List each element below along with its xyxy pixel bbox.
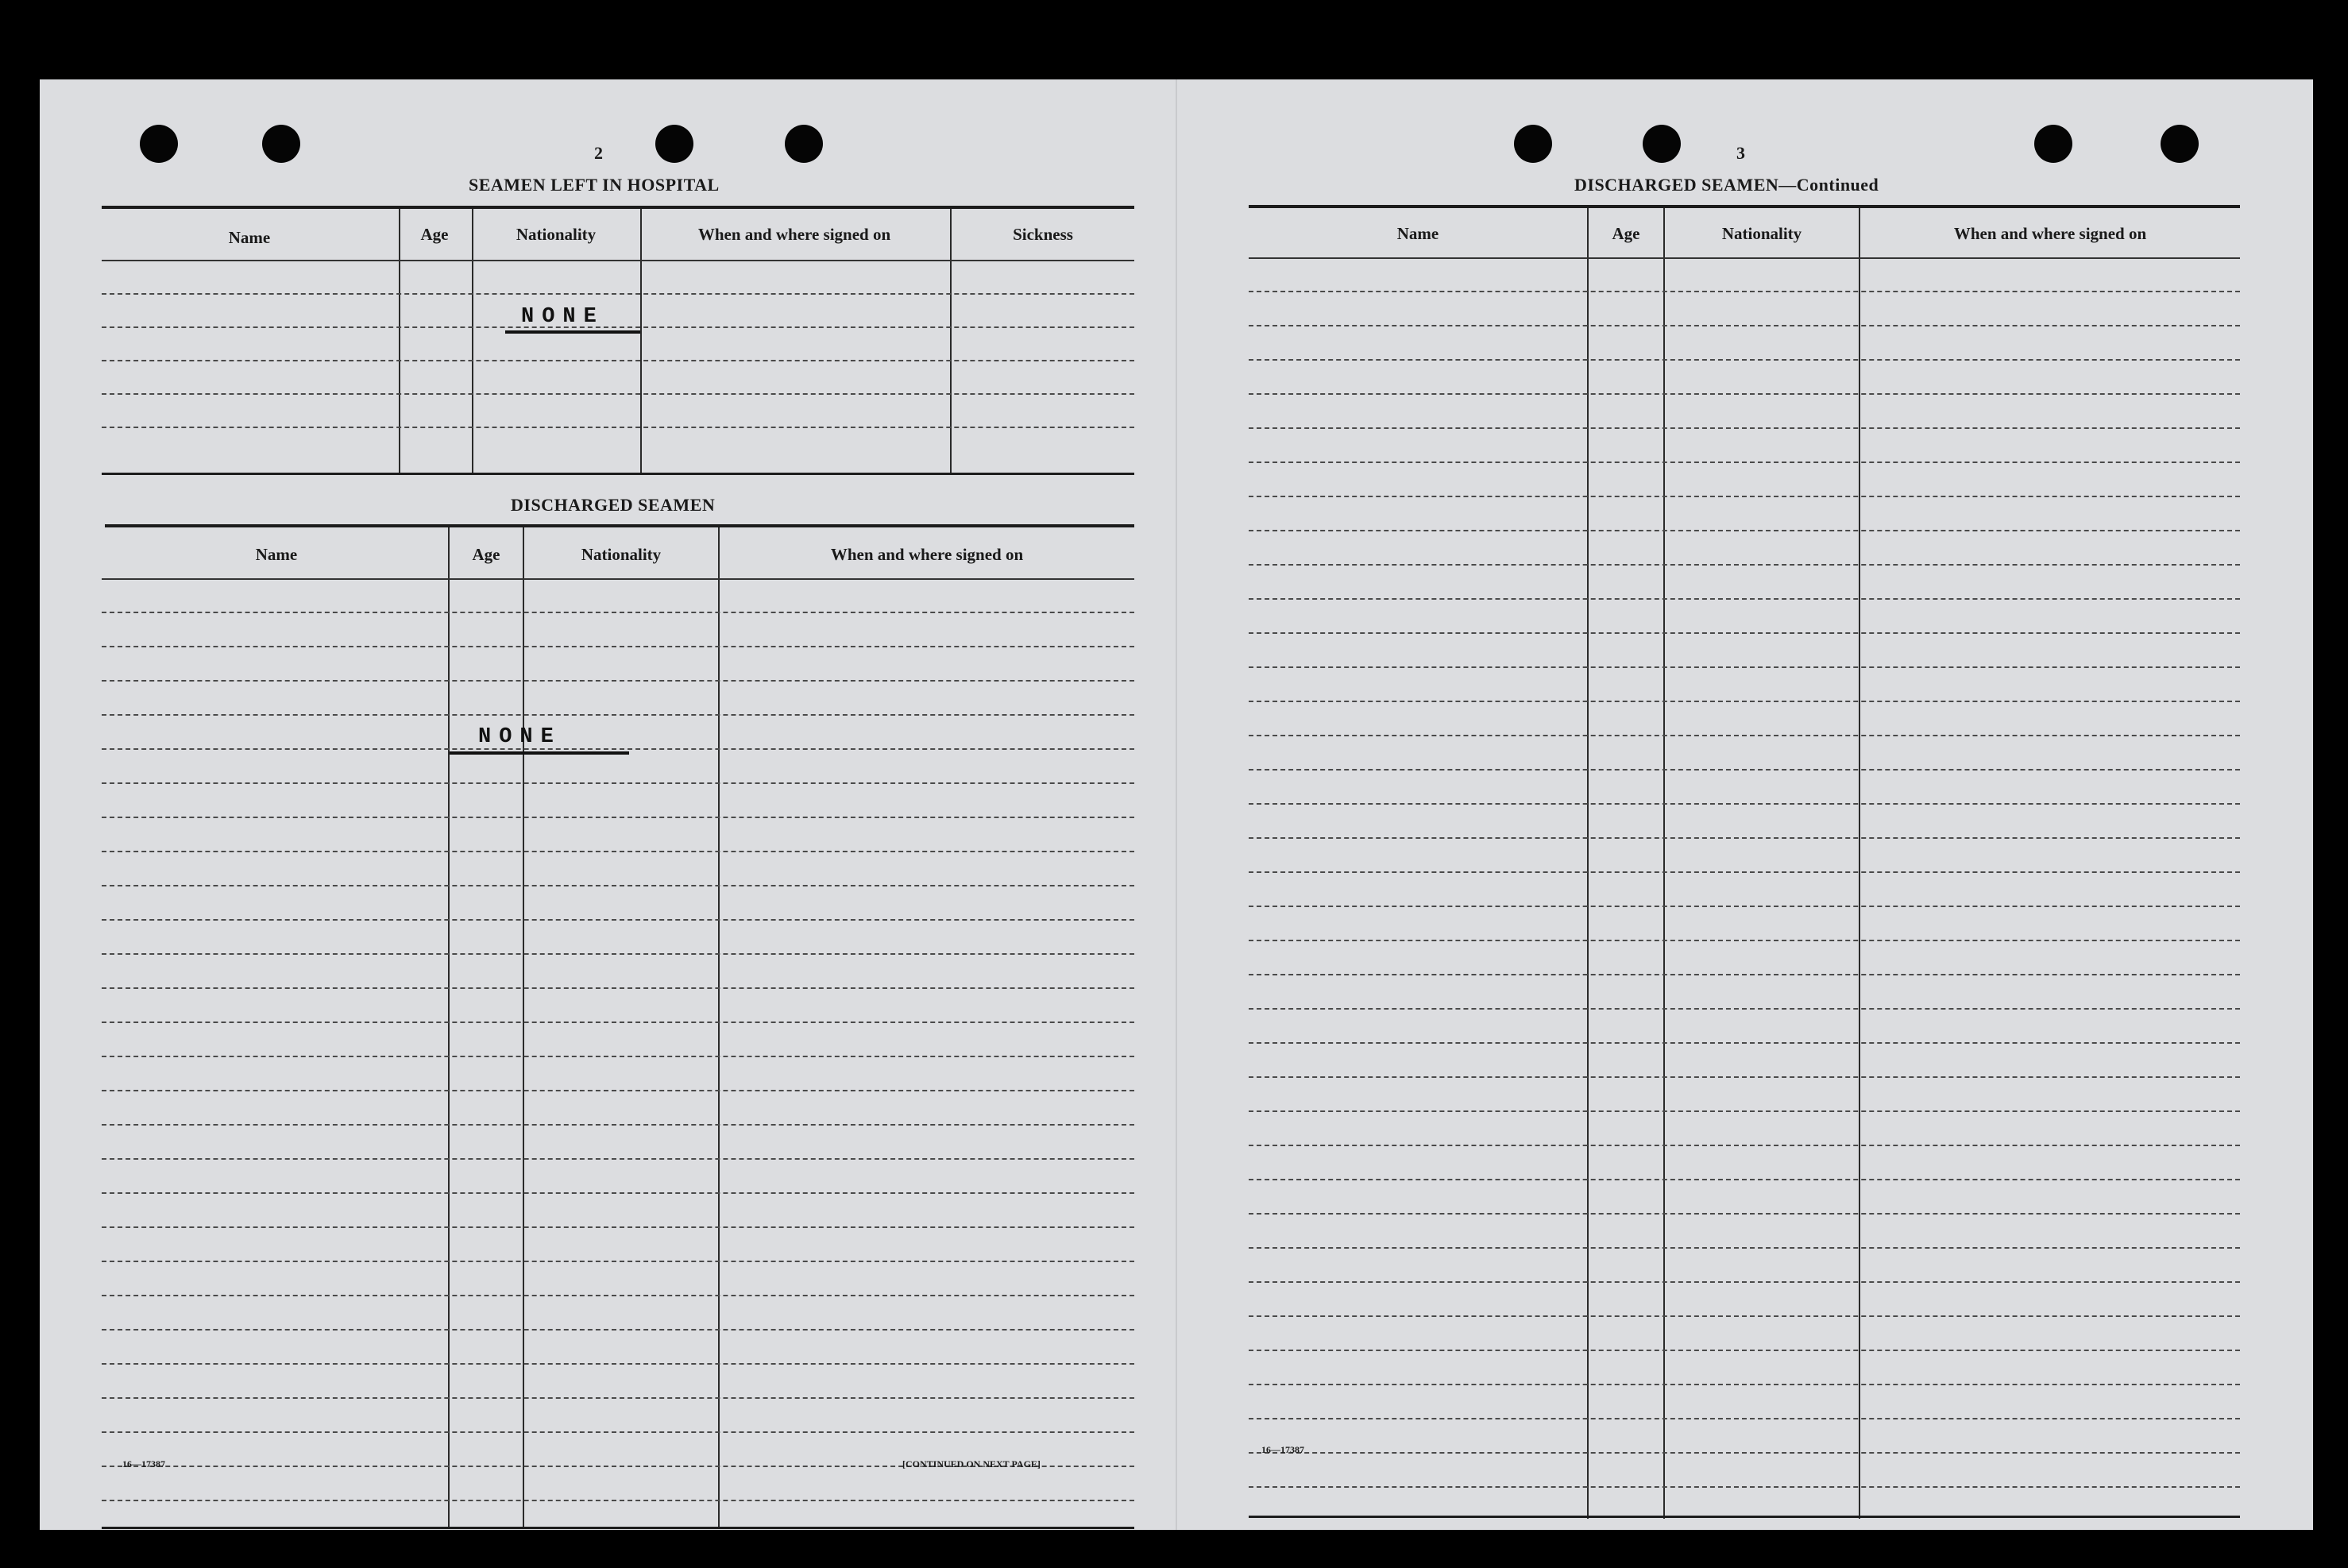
typed-entry-none: NONE bbox=[478, 725, 562, 749]
column-divider bbox=[523, 527, 524, 1528]
page-number: 2 bbox=[594, 143, 603, 163]
row-rule bbox=[102, 919, 1134, 921]
row-rule bbox=[1249, 906, 2240, 907]
column-divider bbox=[1663, 208, 1665, 1519]
row-rule bbox=[1249, 1110, 2240, 1112]
row-rule bbox=[1249, 1076, 2240, 1078]
row-rule bbox=[102, 1397, 1134, 1399]
column-header-nationality: Nationality bbox=[516, 225, 597, 244]
row-rule bbox=[102, 1022, 1134, 1023]
column-divider bbox=[448, 527, 450, 1528]
punch-hole bbox=[785, 125, 823, 163]
column-header-nationality: Nationality bbox=[1721, 224, 1802, 243]
row-rule bbox=[102, 393, 1134, 395]
column-header-name: Name bbox=[1396, 224, 1439, 243]
row-rule bbox=[1249, 940, 2240, 941]
row-rule bbox=[102, 953, 1134, 955]
row-rule bbox=[102, 817, 1134, 818]
row-rule bbox=[102, 1090, 1134, 1091]
row-rule bbox=[102, 1056, 1134, 1057]
row-rule bbox=[1249, 632, 2240, 634]
row-rule bbox=[1249, 974, 2240, 975]
row-rule bbox=[1249, 1247, 2240, 1249]
form-number: 16—17387 bbox=[1261, 1444, 1304, 1455]
punch-hole bbox=[2161, 125, 2199, 163]
column-header-signed-on: When and where signed on bbox=[697, 225, 891, 244]
row-rule bbox=[102, 1329, 1134, 1330]
row-rule bbox=[1249, 1179, 2240, 1180]
row-rule bbox=[102, 748, 1134, 750]
row-rule bbox=[1249, 359, 2240, 361]
row-rule bbox=[102, 360, 1134, 361]
continued-note: [CONTINUED ON NEXT PAGE] bbox=[902, 1458, 1041, 1470]
row-rule bbox=[102, 1295, 1134, 1296]
row-rule bbox=[102, 1226, 1134, 1228]
row-rule bbox=[102, 782, 1134, 784]
row-rule bbox=[1249, 564, 2240, 566]
section-title-hospital: SEAMEN LEFT IN HOSPITAL bbox=[469, 175, 720, 195]
row-rule bbox=[1249, 496, 2240, 497]
column-header-age: Age bbox=[472, 545, 500, 564]
punch-hole bbox=[1643, 125, 1681, 163]
column-header-signed-on: When and where signed on bbox=[1953, 224, 2147, 243]
table-top-rule bbox=[1249, 205, 2240, 208]
row-rule bbox=[102, 885, 1134, 886]
table-top-rule bbox=[102, 206, 1134, 209]
row-rule bbox=[1249, 1042, 2240, 1044]
row-rule bbox=[1249, 1145, 2240, 1146]
row-rule bbox=[1249, 530, 2240, 531]
row-rule bbox=[1249, 701, 2240, 702]
row-rule bbox=[102, 326, 1134, 328]
column-header-age: Age bbox=[420, 225, 449, 244]
column-header-signed-on: When and where signed on bbox=[830, 545, 1024, 564]
row-rule bbox=[102, 1363, 1134, 1365]
row-rule bbox=[102, 680, 1134, 682]
column-divider bbox=[1859, 208, 1860, 1519]
row-rule bbox=[102, 987, 1134, 989]
column-header-name: Name bbox=[255, 545, 298, 564]
row-rule bbox=[1249, 1350, 2240, 1351]
row-rule bbox=[1249, 393, 2240, 395]
typed-underline bbox=[450, 751, 629, 755]
row-rule bbox=[102, 293, 1134, 295]
row-rule bbox=[102, 1158, 1134, 1160]
row-rule bbox=[102, 612, 1134, 613]
table-bottom-rule bbox=[102, 473, 1134, 475]
row-rule bbox=[1249, 1315, 2240, 1317]
table-bottom-rule bbox=[102, 1527, 1134, 1529]
page-number: 3 bbox=[1736, 143, 1745, 163]
row-rule bbox=[1249, 325, 2240, 326]
punch-hole bbox=[140, 125, 178, 163]
row-rule bbox=[1249, 291, 2240, 292]
typed-entry-none: NONE bbox=[521, 305, 604, 329]
table-bottom-rule bbox=[1249, 1516, 2240, 1518]
punch-hole bbox=[262, 125, 300, 163]
row-rule bbox=[102, 714, 1134, 716]
page-gutter bbox=[1176, 79, 1177, 1530]
row-rule bbox=[1249, 1213, 2240, 1215]
column-header-age: Age bbox=[1612, 224, 1640, 243]
row-rule bbox=[1249, 837, 2240, 839]
row-rule bbox=[1249, 598, 2240, 600]
row-rule bbox=[102, 1500, 1134, 1501]
row-rule bbox=[1249, 769, 2240, 770]
row-rule bbox=[1249, 735, 2240, 736]
section-title-discharged: DISCHARGED SEAMEN bbox=[511, 495, 716, 515]
table-top-rule bbox=[105, 524, 1134, 527]
row-rule bbox=[1249, 666, 2240, 668]
row-rule bbox=[1249, 1008, 2240, 1010]
row-rule bbox=[102, 1192, 1134, 1194]
column-divider bbox=[472, 209, 473, 474]
column-divider bbox=[718, 527, 720, 1528]
column-header-sickness: Sickness bbox=[1013, 225, 1073, 244]
row-rule bbox=[1249, 803, 2240, 805]
row-rule bbox=[102, 427, 1134, 428]
punch-hole bbox=[655, 125, 693, 163]
row-rule bbox=[1249, 1281, 2240, 1283]
row-rule bbox=[102, 578, 1134, 580]
row-rule bbox=[1249, 1452, 2240, 1454]
row-rule bbox=[1249, 1486, 2240, 1488]
column-divider bbox=[950, 209, 952, 474]
row-rule bbox=[1249, 1384, 2240, 1385]
punch-hole bbox=[2034, 125, 2072, 163]
row-rule bbox=[1249, 462, 2240, 463]
column-divider bbox=[640, 209, 642, 474]
row-rule bbox=[102, 1261, 1134, 1262]
row-rule bbox=[1249, 871, 2240, 873]
row-rule bbox=[102, 1431, 1134, 1433]
row-rule bbox=[102, 851, 1134, 852]
form-number: 16—17387 bbox=[122, 1458, 165, 1470]
row-rule bbox=[1249, 257, 2240, 259]
row-rule bbox=[1249, 427, 2240, 429]
row-rule bbox=[102, 646, 1134, 647]
document-sheet bbox=[40, 79, 2313, 1530]
row-rule bbox=[102, 1124, 1134, 1126]
punch-hole bbox=[1514, 125, 1552, 163]
row-rule bbox=[102, 260, 1134, 261]
column-divider bbox=[1587, 208, 1589, 1519]
typed-underline bbox=[505, 330, 640, 334]
column-divider bbox=[399, 209, 400, 474]
column-header-name: Name bbox=[228, 228, 271, 247]
column-header-nationality: Nationality bbox=[581, 545, 662, 564]
section-title-discharged-continued: DISCHARGED SEAMEN—Continued bbox=[1574, 175, 1879, 195]
row-rule bbox=[1249, 1418, 2240, 1419]
